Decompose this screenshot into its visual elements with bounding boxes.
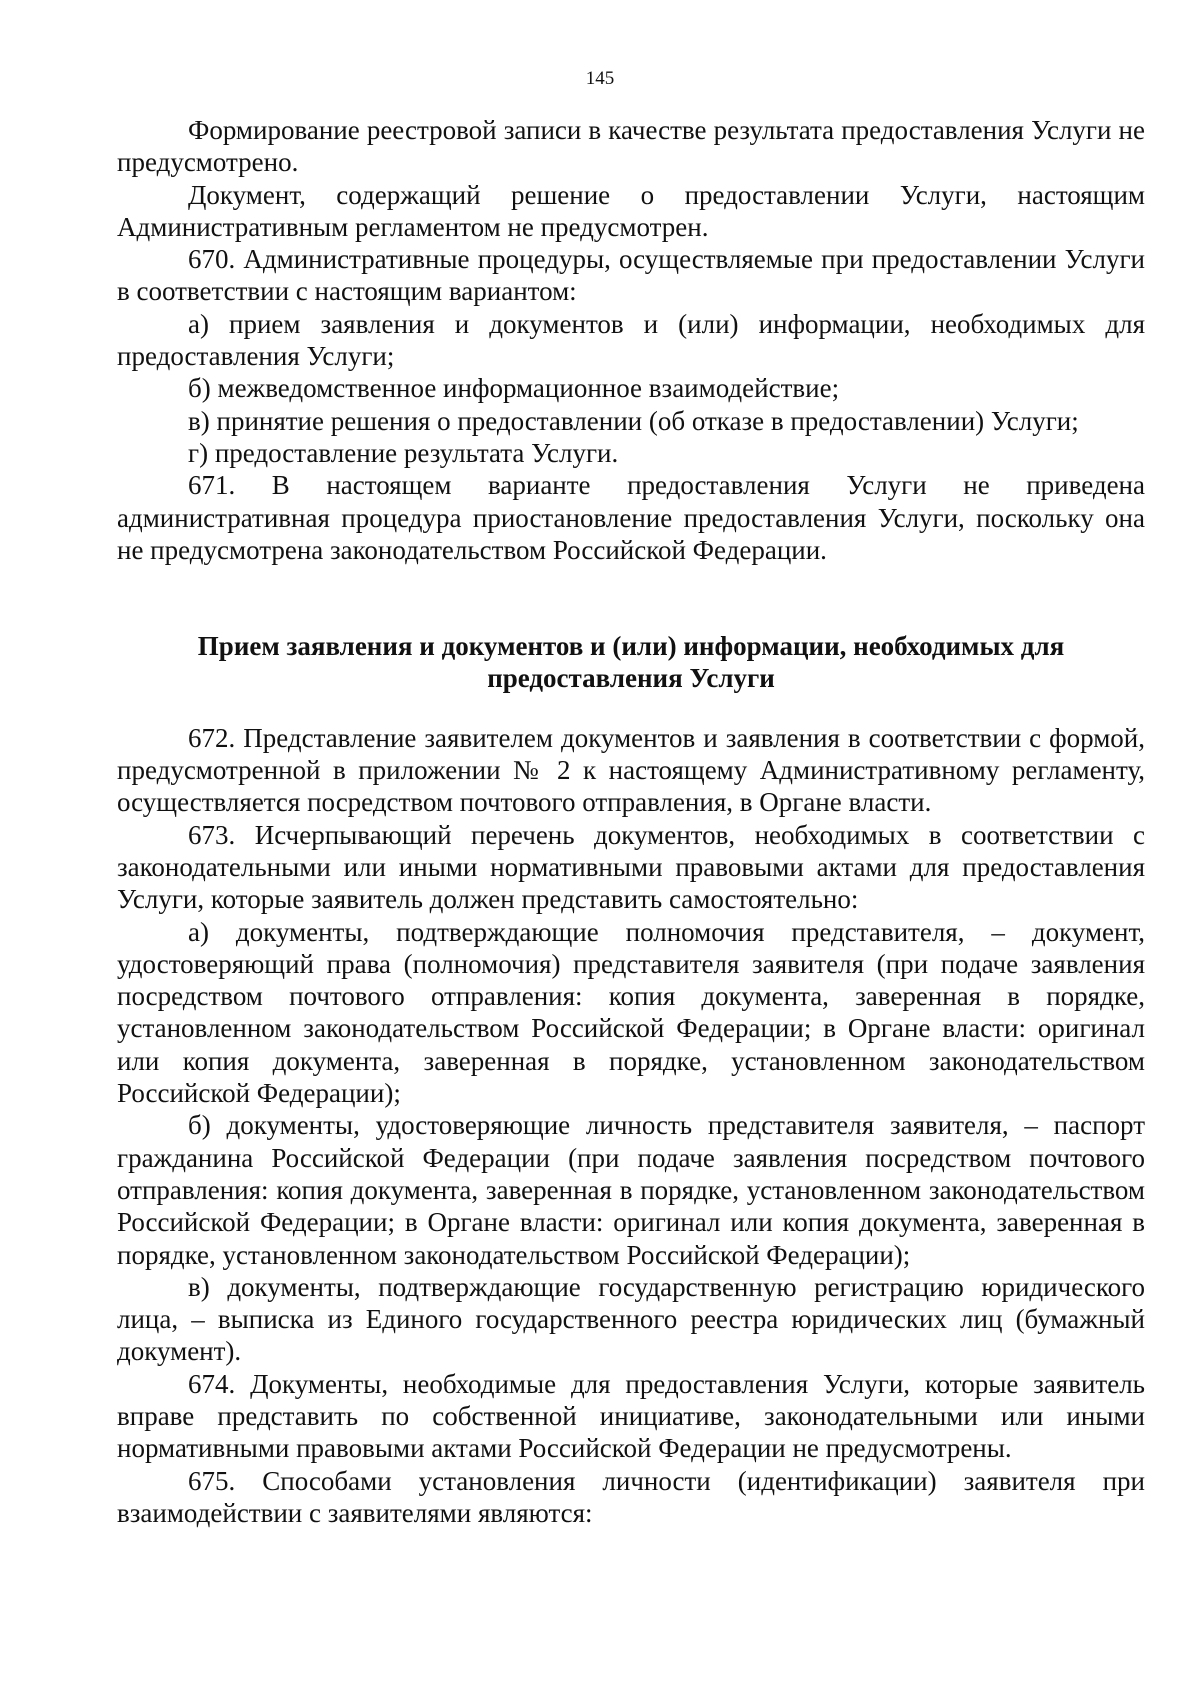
paragraph: 670. Административные процедуры, осуществляемые при предоставлении Услуги в соответствии с настоящим вариантом:	[117, 244, 1145, 307]
list-item: б) межведомственное информационное взаимодействие;	[188, 373, 840, 404]
paragraph: 673. Исчерпывающий перечень документов, необходимых в соответствии с законодательными или иными нормативными правовыми актами для предоставления Услуги, которые заявитель должен представить самостоятельно:	[117, 819, 1145, 915]
list-item: б) документы, удостоверяющие личность представителя заявителя, – паспорт гражданина Российской Федерации (при подаче заявления посредством почтового отправления: копия документа, заверенная в порядке, установленном законодательством Российской Федерации; в Органе власти: оригинал или копия документа, заверенная в порядке, установленном законодательством Российской Федерации);	[117, 1110, 1145, 1270]
paragraph: 674. Документы, необходимые для предоставления Услуги, которые заявитель вправе представить по собственной инициативе, законодательными или иными нормативными правовыми актами Российской Федерации не предусмотрены.	[117, 1368, 1145, 1464]
list-item: в) документы, подтверждающие государственную регистрацию юридического лица, – выписка из Единого государственного реестра юридических лиц (бумажный документ).	[117, 1271, 1145, 1367]
paragraph: 672. Представление заявителем документов и заявления в соответствии с формой, предусмотренной в приложении № 2 к настоящему Административному регламенту, осуществляется посредством почтового отправления, в Органе власти.	[117, 722, 1145, 818]
section-heading-line: предоставления Услуги	[487, 663, 775, 694]
paragraph: Формирование реестровой записи в качестве результата предоставления Услуги не предусмотрено.	[117, 115, 1145, 178]
paragraph: 671. В настоящем варианте предоставления Услуги не приведена административная процедура приостановление предоставления Услуги, поскольку она не предусмотрена законодательством Российской Федерации.	[117, 470, 1145, 565]
list-item: в) принятие решения о предоставлении (об отказе в предоставлении) Услуги;	[188, 405, 1079, 436]
paragraph: 675. Способами установления личности (идентификации) заявителя при взаимодействии с заявителями являются:	[117, 1465, 1145, 1528]
page-number: 145	[585, 68, 615, 89]
section-heading-line: Прием заявления и документов и (или) информации, необходимых для	[197, 631, 1065, 662]
document-body	[117, 114, 1145, 1529]
list-item: г) предоставление результата Услуги.	[188, 437, 619, 468]
list-item: а) документы, подтверждающие полномочия представителя, – документ, удостоверяющий права (полномочия) представителя заявителя (при подаче заявления посредством почтового отправления: копия документа, заверенная в порядке, установленном законодательством Российской Федерации; в Органе власти: оригинал или копия документа, заверенная в порядке, установленном законодательством Российской Федерации);	[117, 916, 1145, 1109]
section-heading	[117, 566, 1145, 722]
paragraph: Документ, содержащий решение о предоставлении Услуги, настоящим Административным регламентом не предусмотрен.	[117, 179, 1145, 242]
list-item: а) прием заявления и документов и (или) информации, необходимых для предоставления Услуги;	[117, 308, 1145, 372]
